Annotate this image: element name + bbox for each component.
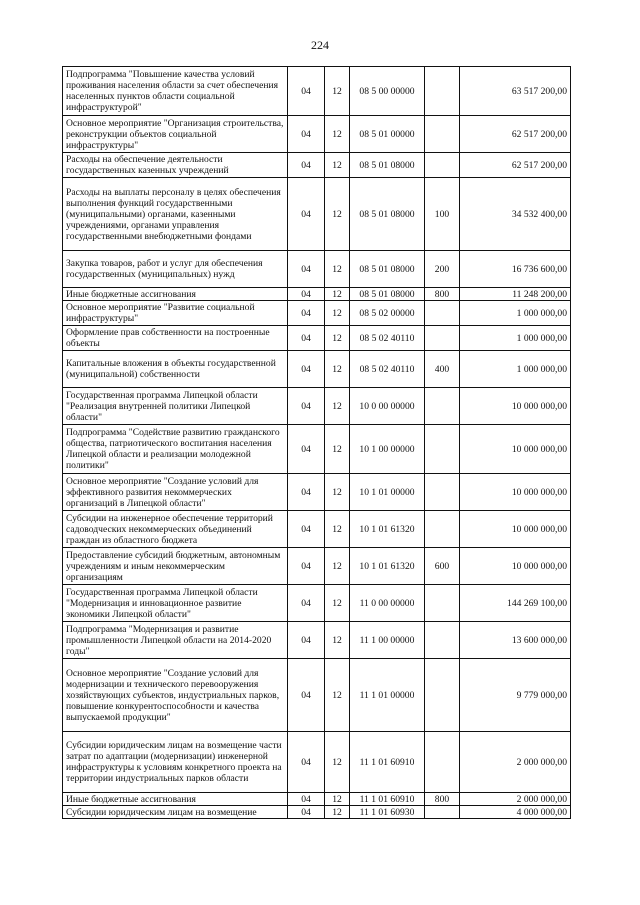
row-expense-type [425, 67, 460, 116]
table-row [63, 178, 571, 251]
table-row [63, 585, 571, 622]
row-section: 04 [288, 326, 325, 351]
row-name: Подпрограмма "Модернизация и развитие промышленности Липецкой области на 2014-2020 годы" [63, 622, 288, 659]
row-section: 04 [288, 301, 325, 326]
row-amount: 144 269 100,00 [460, 585, 571, 622]
row-amount: 16 736 600,00 [460, 251, 571, 288]
row-section: 04 [288, 251, 325, 288]
row-target-code: 11 1 01 60910 [350, 793, 425, 806]
row-target-code: 10 1 00 00000 [350, 425, 425, 474]
row-name: Закупка товаров, работ и услуг для обеспечения государственных (муниципальных) нужд [63, 251, 288, 288]
row-subsection: 12 [325, 326, 350, 351]
row-amount: 10 000 000,00 [460, 425, 571, 474]
table-row [63, 622, 571, 659]
row-expense-type [425, 732, 460, 793]
row-amount: 63 517 200,00 [460, 67, 571, 116]
row-name: Расходы на выплаты персоналу в целях обеспечения выполнения функций государственными (муниципальными) органами, казенными учреждениями, органами управления государственными внебюджетными фондами [63, 178, 288, 251]
row-expense-type: 200 [425, 251, 460, 288]
table-row [63, 806, 571, 819]
table-row [63, 301, 571, 326]
row-amount: 10 000 000,00 [460, 548, 571, 585]
budget-table [62, 66, 571, 819]
row-section: 04 [288, 388, 325, 425]
row-name: Основное мероприятие "Развитие социальной инфраструктуры" [63, 301, 288, 326]
table-row [63, 67, 571, 116]
row-expense-type [425, 301, 460, 326]
row-amount: 2 000 000,00 [460, 732, 571, 793]
row-subsection: 12 [325, 153, 350, 178]
row-subsection: 12 [325, 511, 350, 548]
table-row [63, 288, 571, 301]
row-target-code: 08 5 00 00000 [350, 67, 425, 116]
row-expense-type [425, 326, 460, 351]
row-subsection: 12 [325, 67, 350, 116]
table-row [63, 732, 571, 793]
row-expense-type: 100 [425, 178, 460, 251]
row-target-code: 11 0 00 00000 [350, 585, 425, 622]
row-section: 04 [288, 153, 325, 178]
row-amount: 62 517 200,00 [460, 153, 571, 178]
row-target-code: 10 1 01 00000 [350, 474, 425, 511]
row-section: 04 [288, 732, 325, 793]
row-subsection: 12 [325, 178, 350, 251]
row-target-code: 11 1 01 00000 [350, 659, 425, 732]
row-expense-type [425, 474, 460, 511]
row-subsection: 12 [325, 388, 350, 425]
row-section: 04 [288, 659, 325, 732]
row-section: 04 [288, 793, 325, 806]
row-target-code: 08 5 01 08000 [350, 251, 425, 288]
row-expense-type [425, 622, 460, 659]
row-amount: 10 000 000,00 [460, 388, 571, 425]
row-amount: 1 000 000,00 [460, 326, 571, 351]
row-section: 04 [288, 67, 325, 116]
row-expense-type: 800 [425, 793, 460, 806]
row-name: Государственная программа Липецкой области "Реализация внутренней политики Липецкой области" [63, 388, 288, 425]
row-subsection: 12 [325, 425, 350, 474]
table-row [63, 116, 571, 153]
row-expense-type [425, 585, 460, 622]
row-amount: 11 248 200,00 [460, 288, 571, 301]
row-target-code: 08 5 02 40110 [350, 326, 425, 351]
row-target-code: 08 5 02 00000 [350, 301, 425, 326]
table-row [63, 659, 571, 732]
row-amount: 4 000 000,00 [460, 806, 571, 819]
row-target-code: 08 5 01 00000 [350, 116, 425, 153]
row-name: Государственная программа Липецкой области "Модернизация и инновационное развитие экономики Липецкой области" [63, 585, 288, 622]
table-row [63, 153, 571, 178]
row-name: Основное мероприятие "Создание условий для эффективного развития некоммерческих организаций в Липецкой области" [63, 474, 288, 511]
row-name: Основное мероприятие "Организация строительства, реконструкции объектов социальной инфраструктуры" [63, 116, 288, 153]
row-expense-type: 400 [425, 351, 460, 388]
budget-table-body [63, 67, 571, 819]
row-section: 04 [288, 288, 325, 301]
row-expense-type [425, 659, 460, 732]
row-target-code: 08 5 01 08000 [350, 288, 425, 301]
row-expense-type [425, 153, 460, 178]
row-target-code: 11 1 01 60910 [350, 732, 425, 793]
row-target-code: 11 1 01 60930 [350, 806, 425, 819]
row-subsection: 12 [325, 622, 350, 659]
row-subsection: 12 [325, 659, 350, 732]
row-section: 04 [288, 116, 325, 153]
table-row [63, 548, 571, 585]
row-target-code: 08 5 02 40110 [350, 351, 425, 388]
row-name: Субсидии юридическим лицам на возмещение части затрат по адаптации (модернизации) инженерной инфраструктуры к условиям конкретного проекта на территории индустриальных парков области [63, 732, 288, 793]
row-name: Капитальные вложения в объекты государственной (муниципальной) собственности [63, 351, 288, 388]
row-name: Иные бюджетные ассигнования [63, 288, 288, 301]
row-subsection: 12 [325, 793, 350, 806]
row-subsection: 12 [325, 585, 350, 622]
row-name: Субсидии юридическим лицам на возмещение [63, 806, 288, 819]
table-row [63, 351, 571, 388]
row-amount: 34 532 400,00 [460, 178, 571, 251]
row-name: Предоставление субсидий бюджетным, автономным учреждениям и иным некоммерческим организациям [63, 548, 288, 585]
row-subsection: 12 [325, 301, 350, 326]
row-subsection: 12 [325, 251, 350, 288]
row-amount: 10 000 000,00 [460, 474, 571, 511]
row-section: 04 [288, 474, 325, 511]
table-row [63, 326, 571, 351]
table-row [63, 251, 571, 288]
table-row [63, 511, 571, 548]
row-target-code: 08 5 01 08000 [350, 153, 425, 178]
table-row [63, 793, 571, 806]
row-subsection: 12 [325, 548, 350, 585]
row-section: 04 [288, 511, 325, 548]
row-expense-type [425, 511, 460, 548]
row-name: Оформление прав собственности на построенные объекты [63, 326, 288, 351]
row-target-code: 10 0 00 00000 [350, 388, 425, 425]
row-target-code: 10 1 01 61320 [350, 511, 425, 548]
row-section: 04 [288, 425, 325, 474]
row-target-code: 08 5 01 08000 [350, 178, 425, 251]
table-row [63, 388, 571, 425]
row-name: Иные бюджетные ассигнования [63, 793, 288, 806]
row-subsection: 12 [325, 351, 350, 388]
page-number: 224 [311, 38, 329, 52]
row-amount: 1 000 000,00 [460, 301, 571, 326]
row-section: 04 [288, 622, 325, 659]
row-subsection: 12 [325, 732, 350, 793]
table-row [63, 425, 571, 474]
row-amount: 10 000 000,00 [460, 511, 571, 548]
row-amount: 13 600 000,00 [460, 622, 571, 659]
row-expense-type: 800 [425, 288, 460, 301]
row-expense-type [425, 116, 460, 153]
row-amount: 9 779 000,00 [460, 659, 571, 732]
table-row [63, 474, 571, 511]
row-expense-type: 600 [425, 548, 460, 585]
row-name: Подпрограмма "Содействие развитию гражданского общества, патриотического воспитания населения Липецкой области и реализации молодежной политики" [63, 425, 288, 474]
row-name: Подпрограмма "Повышение качества условий проживания населения области за счет обеспечения населенных пунктов области социальной инфраструктурой" [63, 67, 288, 116]
row-section: 04 [288, 178, 325, 251]
row-subsection: 12 [325, 288, 350, 301]
row-name: Субсидии на инженерное обеспечение территорий садоводческих некоммерческих объединений граждан из областного бюджета [63, 511, 288, 548]
row-amount: 62 517 200,00 [460, 116, 571, 153]
row-name: Расходы на обеспечение деятельности государственных казенных учреждений [63, 153, 288, 178]
row-target-code: 11 1 00 00000 [350, 622, 425, 659]
row-section: 04 [288, 585, 325, 622]
row-expense-type [425, 425, 460, 474]
row-amount: 1 000 000,00 [460, 351, 571, 388]
row-name: Основное мероприятие "Создание условий для модернизации и технического перевооружения хозяйствующих субъектов, индустриальных парков, повышение конкурентоспособности и качества выпускаемой продукции" [63, 659, 288, 732]
row-subsection: 12 [325, 116, 350, 153]
row-section: 04 [288, 351, 325, 388]
row-target-code: 10 1 01 61320 [350, 548, 425, 585]
row-subsection: 12 [325, 474, 350, 511]
row-section: 04 [288, 806, 325, 819]
row-section: 04 [288, 548, 325, 585]
row-subsection: 12 [325, 806, 350, 819]
row-expense-type [425, 806, 460, 819]
row-expense-type [425, 388, 460, 425]
row-amount: 2 000 000,00 [460, 793, 571, 806]
